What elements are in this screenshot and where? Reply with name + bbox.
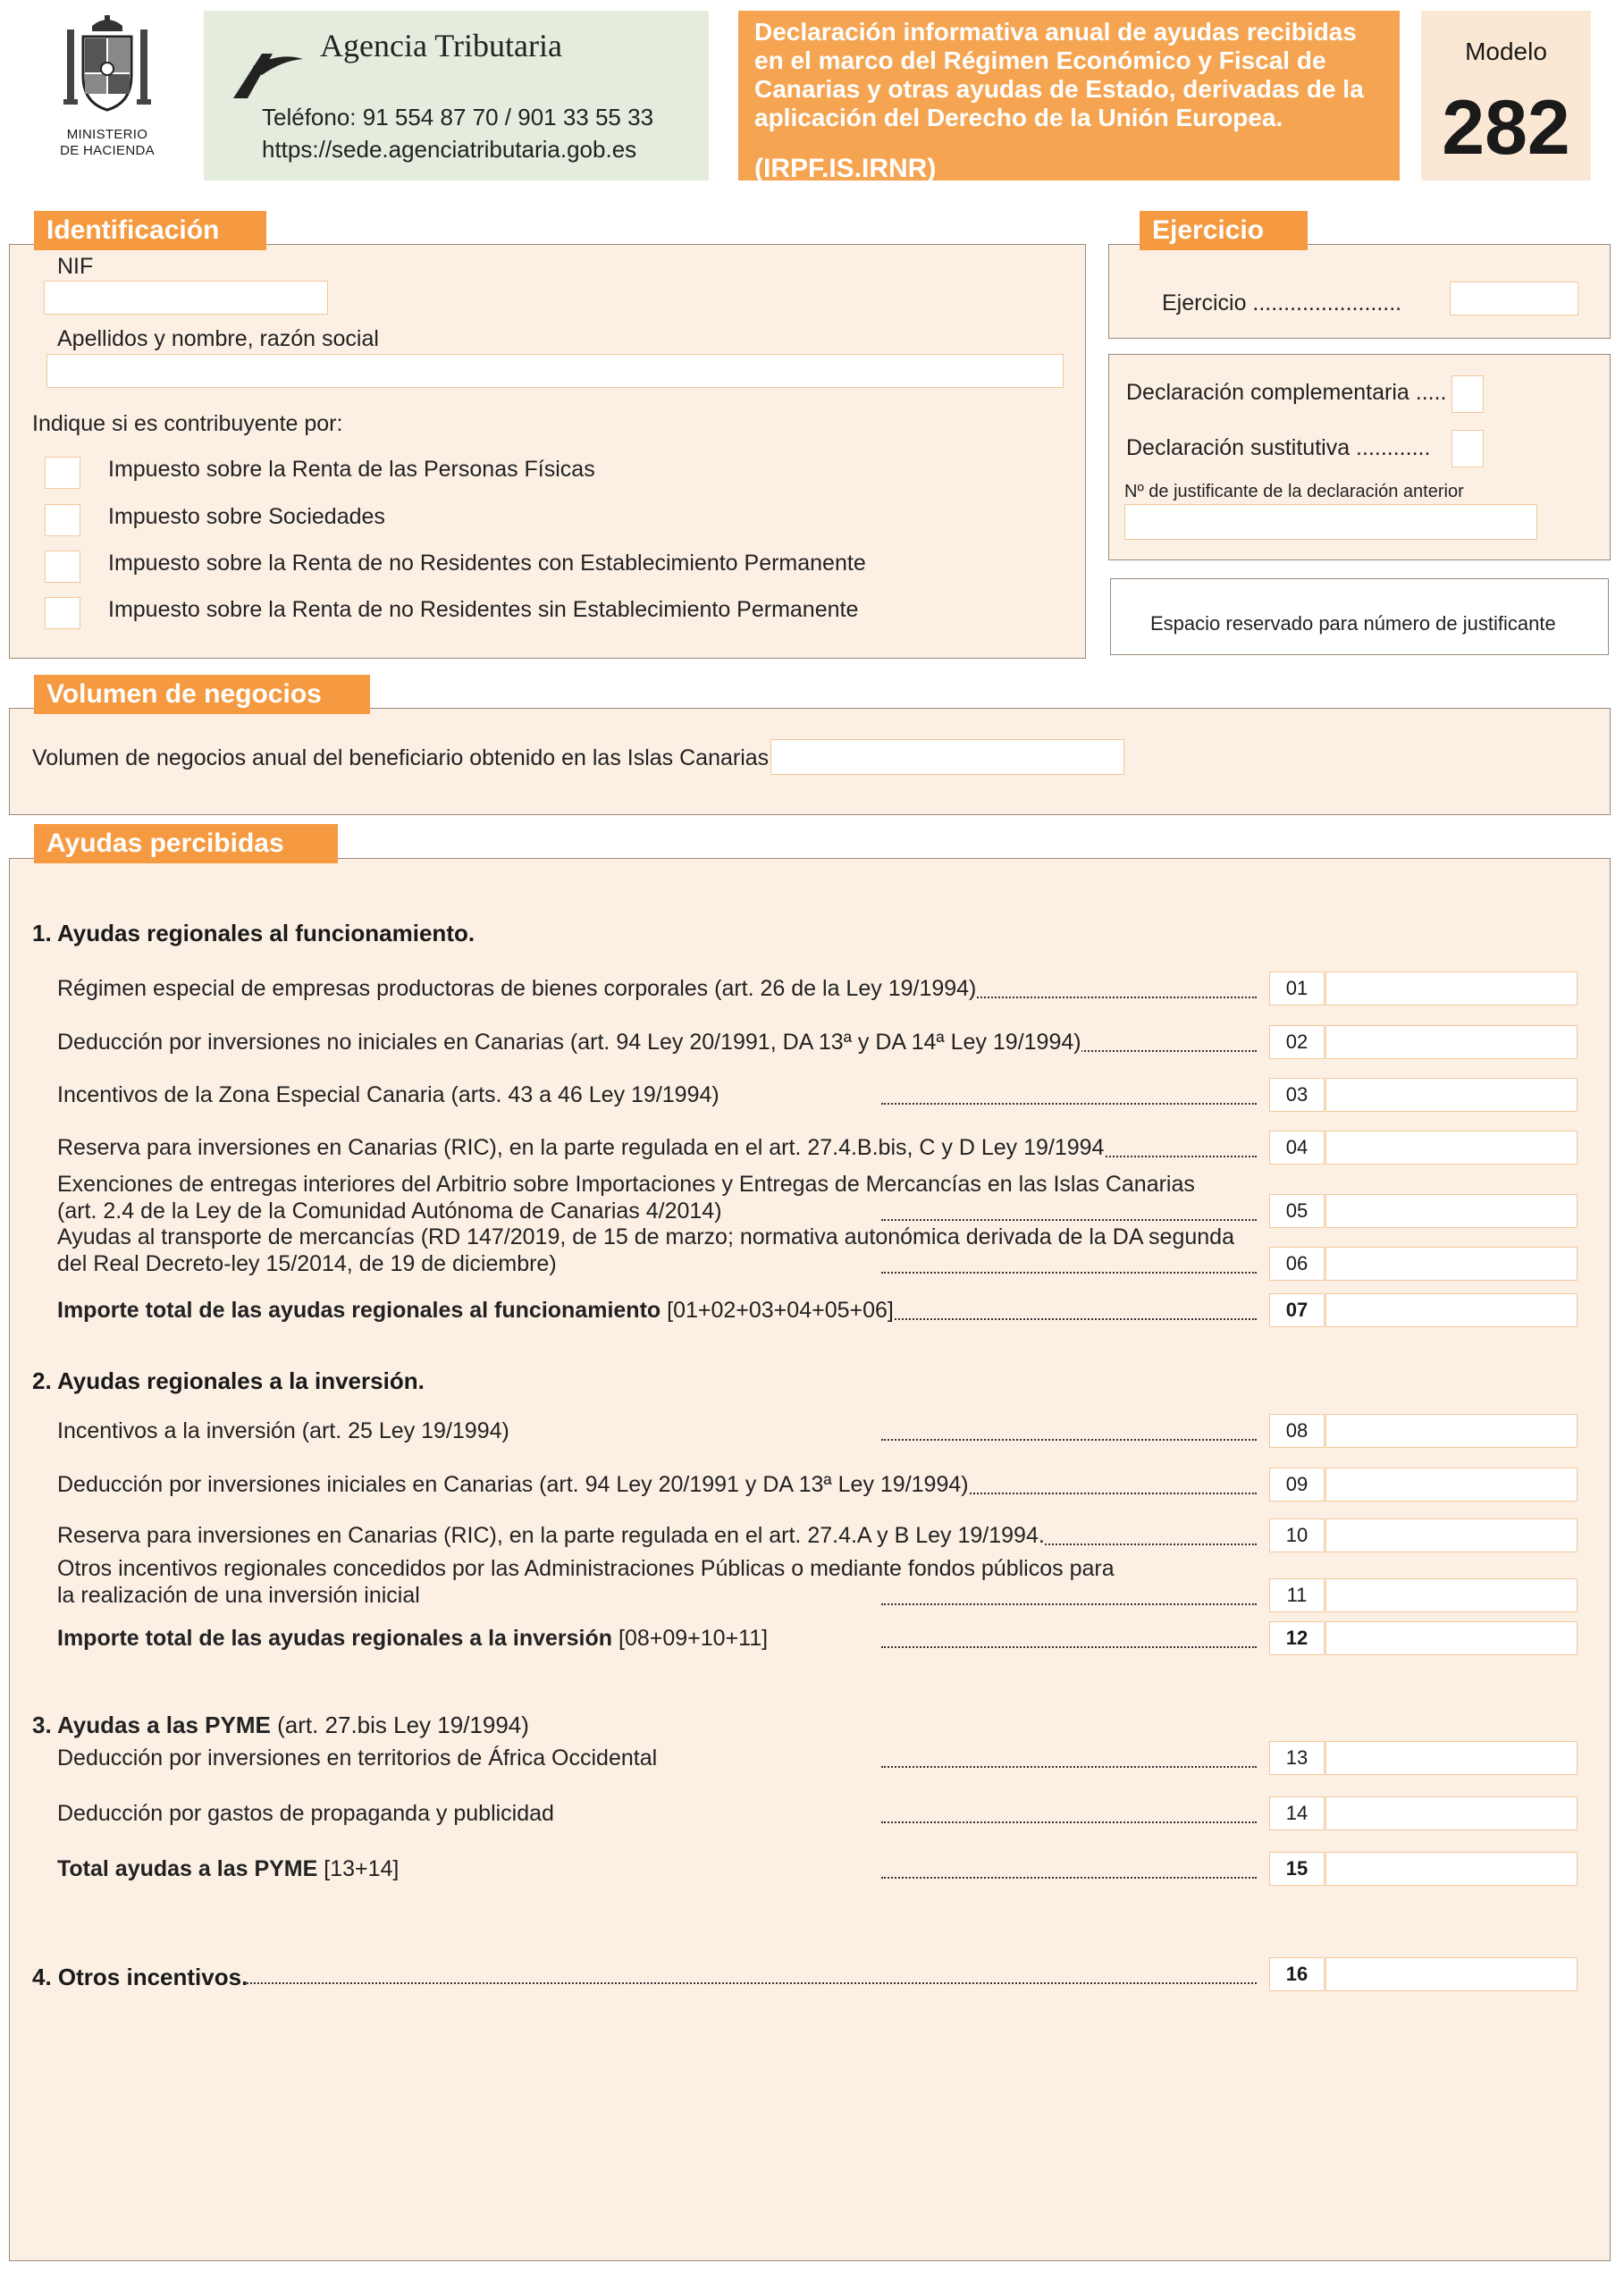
tab-ejercicio: Ejercicio: [1140, 211, 1308, 250]
value-field-15[interactable]: [1325, 1852, 1578, 1886]
value-field-06[interactable]: [1325, 1247, 1578, 1281]
row-07-line1: [57, 1297, 894, 1324]
box-code-12: 12: [1269, 1621, 1325, 1655]
row-14-label: [57, 1800, 1255, 1827]
complementaria-label: Declaración complementaria .....: [1126, 380, 1447, 405]
value-field-08[interactable]: [1325, 1414, 1578, 1448]
volumen-label: Volumen de negocios anual del beneficiario obtenido en las Islas Canarias: [32, 745, 770, 770]
row-14-line1: Deducción por gastos de propaganda y publicidad: [57, 1801, 554, 1826]
section-1-heading: 1. Ayudas regionales al funcionamiento.: [32, 920, 475, 946]
tab-volumen: Volumen de negocios: [34, 675, 370, 714]
section-3-heading-ref: (art. 27.bis Ley 19/1994): [270, 1712, 529, 1738]
tab-identificacion: Identificación: [34, 211, 266, 250]
row-08-line1: Incentivos a la inversión (art. 25 Ley 19/1994): [57, 1418, 509, 1443]
box-code-11: 11: [1269, 1578, 1325, 1612]
row-08-label: [57, 1417, 1255, 1444]
modelo-box: [1421, 11, 1591, 181]
option-irnr-sin-ep-label: Impuesto sobre la Renta de no Residentes sin Establecimiento Permanente: [108, 597, 859, 622]
row-05-line1: Exenciones de entregas interiores del Arbitrio sobre Importaciones y Entregas de Mercancías en las Islas Canarias: [57, 1172, 1195, 1197]
row-06-line1: Ayudas al transporte de mercancías (RD 147/2019, de 15 de marzo; normativa autonómica derivada de la DA segunda: [57, 1224, 1234, 1249]
value-field-01[interactable]: [1325, 971, 1578, 1005]
ministry-name: MINISTERIO DE HACIENDA: [60, 127, 155, 158]
row-03-line1: Incentivos de la Zona Especial Canaria (arts. 43 a 46 Ley 19/1994): [57, 1082, 719, 1107]
sustitutiva-checkbox[interactable]: [1452, 430, 1484, 467]
volumen-field[interactable]: [770, 739, 1124, 775]
row-13-line1: Deducción por inversiones en territorios de África Occidental: [57, 1745, 658, 1771]
value-field-02[interactable]: [1325, 1025, 1578, 1059]
agency-logo-icon: [226, 46, 307, 100]
box-code-15: 15: [1269, 1852, 1325, 1886]
agency-phone: Teléfono: 91 554 87 70 / 901 33 55 33: [262, 104, 654, 130]
row-09-label: [57, 1471, 1255, 1498]
box-code-09: 09: [1269, 1468, 1325, 1501]
row-12-title: Importe total de las ayudas regionales a la inversión: [57, 1626, 613, 1651]
box-code-08: 08: [1269, 1414, 1325, 1448]
row-06-label: [57, 1224, 1255, 1277]
value-field-03[interactable]: [1325, 1078, 1578, 1112]
contribuyente-label: Indique si es contribuyente por:: [32, 411, 343, 436]
box-code-05: 05: [1269, 1194, 1325, 1228]
option-irnr-con-ep-label: Impuesto sobre la Renta de no Residentes con Establecimiento Permanente: [108, 551, 866, 576]
reserved-label: Espacio reservado para número de justificante: [1150, 612, 1556, 635]
row-13-label: [57, 1745, 1255, 1771]
section-3-heading-title: 3. Ayudas a las PYME: [32, 1712, 271, 1738]
value-field-05[interactable]: [1325, 1194, 1578, 1228]
option-sociedades-label: Impuesto sobre Sociedades: [108, 504, 385, 529]
row-01-label: [57, 975, 1255, 1002]
justificante-anterior-field[interactable]: [1124, 504, 1537, 540]
row-07-formula: [01+02+03+04+05+06]: [661, 1298, 894, 1323]
option-irpf-label: Impuesto sobre la Renta de las Personas Físicas: [108, 457, 595, 482]
ejercicio-field[interactable]: [1450, 282, 1578, 315]
row-02-line1: Deducción por inversiones no iniciales en Canarias (art. 94 Ley 20/1991, DA 13ª y DA 14ª Ley 19/1994): [57, 1030, 1081, 1055]
row-09-line1: Deducción por inversiones iniciales en Canarias (art. 94 Ley 20/1991 y DA 13ª Ley 19/1994): [57, 1472, 969, 1497]
value-field-10[interactable]: [1325, 1518, 1578, 1552]
form-title-box: [738, 11, 1400, 181]
row-11-line2: la realización de una inversión inicial: [57, 1583, 420, 1608]
row-04-line1: Reserva para inversiones en Canarias (RIC), en la parte regulada en el art. 27.4.B.bis, C y D Ley 19/1994: [57, 1135, 1105, 1160]
checkbox-irnr-con-ep[interactable]: [45, 551, 80, 583]
row-15-title: Total ayudas a las PYME: [57, 1856, 318, 1881]
row-10-label: [57, 1522, 1255, 1549]
value-field-13[interactable]: [1325, 1741, 1578, 1775]
row-11-label: [57, 1555, 1255, 1609]
row-05-line2: (art. 2.4 de la Ley de la Comunidad Autónoma de Canarias 4/2014): [57, 1199, 722, 1224]
box-code-13: 13: [1269, 1741, 1325, 1775]
box-code-02: 02: [1269, 1025, 1325, 1059]
form-title: Declaración informativa anual de ayudas recibidas en el marco del Régimen Económico y Fiscal de Canarias y otras ayudas de Estado, derivadas de la aplicación del Derecho de la Unión Europea.: [754, 18, 1364, 131]
name-label: Apellidos y nombre, razón social: [57, 326, 379, 351]
row-05-label: [57, 1171, 1255, 1224]
coat-of-arms-icon: [58, 13, 156, 121]
box-code-14: 14: [1269, 1796, 1325, 1830]
box-code-03: 03: [1269, 1078, 1325, 1112]
box-code-07: 07: [1269, 1293, 1325, 1327]
row-01-line1: Régimen especial de empresas productoras de bienes corporales (art. 26 de la Ley 19/1994): [57, 976, 977, 1001]
section-4-heading: 4. Otros incentivos.: [32, 1964, 248, 1990]
agency-header: [204, 11, 709, 181]
row-15-line1: [57, 1855, 399, 1882]
row-15-formula: [13+14]: [317, 1856, 400, 1881]
row-04-label: [57, 1134, 1255, 1161]
value-field-04[interactable]: [1325, 1131, 1578, 1165]
box-code-01: 01: [1269, 971, 1325, 1005]
section-3-heading: [32, 1712, 529, 1739]
modelo-number: 282: [1442, 85, 1570, 171]
agency-url[interactable]: https://sede.agenciatributaria.gob.es: [262, 136, 637, 163]
row-16-leader: [247, 1982, 1257, 1984]
ministry-logo: [36, 13, 179, 161]
row-15-label: [57, 1855, 1255, 1882]
sustitutiva-label: Declaración sustitutiva ............: [1126, 435, 1431, 460]
justificante-anterior-label: Nº de justificante de la declaración anterior: [1124, 482, 1464, 501]
modelo-label: Modelo: [1465, 38, 1547, 65]
row-12-label: [57, 1625, 1255, 1652]
complementaria-checkbox[interactable]: [1452, 375, 1484, 413]
value-field-12[interactable]: [1325, 1621, 1578, 1655]
checkbox-sociedades[interactable]: [45, 504, 80, 536]
box-code-10: 10: [1269, 1518, 1325, 1552]
box-code-16: 16: [1269, 1957, 1325, 1991]
nif-field[interactable]: [44, 281, 328, 315]
value-field-14[interactable]: [1325, 1796, 1578, 1830]
row-06-line2: del Real Decreto-ley 15/2014, de 19 de diciembre): [57, 1251, 557, 1276]
name-field[interactable]: [46, 354, 1064, 388]
value-field-09[interactable]: [1325, 1468, 1578, 1501]
agency-name: Agencia Tributaria: [320, 28, 562, 63]
ejercicio-label: Ejercicio ........................: [1162, 290, 1402, 315]
checkbox-irnr-sin-ep[interactable]: [45, 597, 80, 629]
row-12-line1: [57, 1625, 768, 1652]
section-2-heading: 2. Ayudas regionales a la inversión.: [32, 1367, 425, 1394]
row-07-label: [57, 1297, 1255, 1324]
row-11-line1: Otros incentivos regionales concedidos por las Administraciones Públicas o mediante fondos públicos para: [57, 1556, 1115, 1581]
form-subtitle: (IRPF.IS.IRNR): [754, 154, 937, 183]
row-07-title: Importe total de las ayudas regionales al funcionamiento: [57, 1298, 661, 1323]
row-03-label: [57, 1081, 1255, 1108]
box-code-04: 04: [1269, 1131, 1325, 1165]
checkbox-irpf[interactable]: [45, 457, 80, 489]
box-code-06: 06: [1269, 1247, 1325, 1281]
row-02-label: [57, 1029, 1255, 1056]
value-field-16[interactable]: [1325, 1957, 1578, 1991]
value-field-07[interactable]: [1325, 1293, 1578, 1327]
row-10-line1: Reserva para inversiones en Canarias (RIC), en la parte regulada en el art. 27.4.A y B Ley 19/1994.: [57, 1523, 1045, 1548]
tab-ayudas: Ayudas percibidas: [34, 824, 338, 863]
value-field-11[interactable]: [1325, 1578, 1578, 1612]
nif-label: NIF: [57, 254, 94, 279]
row-12-formula: [08+09+10+11]: [612, 1626, 769, 1651]
